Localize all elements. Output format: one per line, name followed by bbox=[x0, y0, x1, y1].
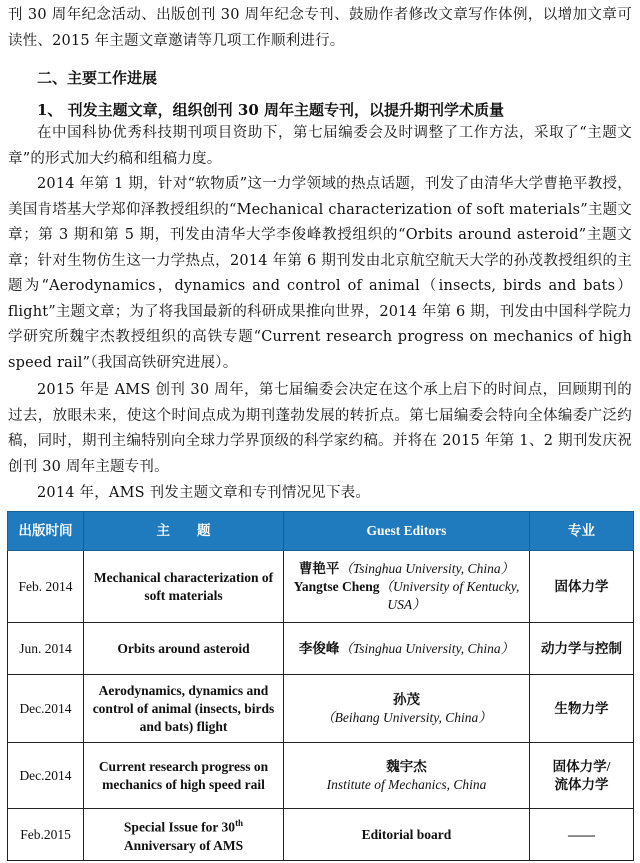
header-date: 出版时间 bbox=[8, 512, 84, 551]
header-topic: 主 题 bbox=[84, 512, 284, 551]
cell-editors bbox=[284, 551, 530, 623]
cell-editors bbox=[284, 675, 530, 743]
cell-topic: Mechanical characterization of soft materials bbox=[84, 551, 284, 623]
ordinal-superscript: th bbox=[235, 818, 244, 829]
paragraph-4: 2014 年，AMS 刊发主题文章和专刊情况见下表。 bbox=[37, 485, 371, 501]
cell-date: Feb. 2014 bbox=[8, 551, 84, 623]
paragraph-1: 在中国科协优秀科技期刊项目资助下，第七届编委会及时调整了工作方法，采取了“主题文章”的形式加大约稿和组稿力度。 bbox=[8, 125, 632, 167]
table-row bbox=[8, 623, 634, 675]
table-row bbox=[8, 675, 634, 743]
table-row bbox=[8, 743, 634, 809]
cell-field: 动力学与控制 bbox=[530, 623, 634, 675]
table-row bbox=[8, 809, 634, 861]
cell-date: Jun. 2014 bbox=[8, 623, 84, 675]
cell-field: —— bbox=[530, 809, 634, 861]
cell-field: 生物力学 bbox=[530, 675, 634, 743]
editor-affiliation: （Tsinghua University, China） bbox=[339, 560, 515, 576]
topic-text: Special Issue for 30 bbox=[123, 819, 236, 835]
cell-topic: Current research progress on mechanics of high speed rail bbox=[84, 743, 284, 809]
special-issues-table bbox=[7, 511, 634, 861]
editor-name: 魏宇杰 bbox=[386, 758, 427, 774]
editor-entry bbox=[289, 560, 524, 578]
editor-name: Yangtse Cheng bbox=[293, 578, 380, 594]
paragraph-2: 2014 年第 1 期，针对“软物质”这一力学领域的热点话题，刊发了由清华大学曹艳平教授，美国肯塔基大学郑仰泽教授组织的“Mechanical characterization of soft materials”主题文章；第 3 期和第 5 期，刊发由清华大学李俊峰教授组织的“Orbits around asteroid”主题文章；针对生物仿生这一力学热点，2014 年第 6 期刊发由北京航空航天大学的孙茂教授组织的主题为“Aerodynamics，dynamics and control of animal（insects, birds and bats）flight”主题文章；为了将我国最新的科研成果推向世界，2014 年第 6 期，刊发由中国科学院力学研究所魏宇杰教授组织的高铁专题“Current research progress on mechanics of high speed rail”（我国高铁研究进展）。 bbox=[8, 176, 632, 371]
section-heading: 二、主要工作进展 bbox=[37, 69, 158, 87]
topic-line: Anniversary of AMS bbox=[123, 837, 244, 853]
paragraph-3: 2015 年是 AMS 创刊 30 周年，第七届编委会决定在这个承上启下的时间点，回顾期刊的过去，放眼未来，使这个时间点成为期刊蓬勃发展的转折点。第七届编委会特向全体编委广泛约稿，同时，期刊主编特别向全球力学界顶级的科学家约稿。并将在 2015 年第 1、2 期刊发庆祝创刊 30 周年主题专刊。 bbox=[8, 382, 632, 475]
editor-affiliation: （Beihang University, China） bbox=[321, 709, 492, 725]
field-line: 固体力学/ bbox=[552, 758, 611, 774]
cell-topic: Orbits around asteroid bbox=[84, 623, 284, 675]
header-field: 专业 bbox=[530, 512, 634, 551]
topic-line bbox=[89, 814, 278, 837]
cell-editors: Editorial board bbox=[284, 809, 530, 861]
cell-topic: Aerodynamics, dynamics and control of animal (insects, birds and bats) flight bbox=[84, 675, 284, 743]
cell-editors bbox=[284, 743, 530, 809]
cell-date: Dec.2014 bbox=[8, 743, 84, 809]
editor-name: 孙茂 bbox=[393, 691, 420, 707]
field-line: 流体力学 bbox=[554, 776, 609, 792]
cell-field: 固体力学 bbox=[530, 551, 634, 623]
header-guest-editors: Guest Editors bbox=[284, 512, 530, 551]
editor-affiliation: （University of Kentucky, USA） bbox=[379, 578, 520, 612]
editor-name: 李俊峰 bbox=[298, 640, 340, 656]
paragraph-intro-continuation: 刊 30 周年纪念活动、出版创刊 30 周年纪念专刊、鼓励作者修改文章写作体例，以增加文章可读性、2015 年主题文章邀请等几项工作顺利进行。 bbox=[8, 7, 632, 49]
editor-entry bbox=[289, 578, 524, 614]
table-header-row bbox=[8, 512, 634, 551]
cell-topic bbox=[84, 809, 284, 861]
subsection-heading: 1、 刊发主题文章，组织创刊 30 周年主题专刊，以提升期刊学术质量 bbox=[37, 101, 504, 119]
cell-date: Dec.2014 bbox=[8, 675, 84, 743]
cell-field bbox=[530, 743, 634, 809]
table-row bbox=[8, 551, 634, 623]
editor-affiliation: Institute of Mechanics, China bbox=[326, 776, 487, 792]
cell-editors bbox=[284, 623, 530, 675]
editor-affiliation: （Tsinghua University, China） bbox=[339, 640, 515, 656]
cell-date: Feb.2015 bbox=[8, 809, 84, 861]
editor-name: 曹艳平 bbox=[298, 560, 340, 576]
